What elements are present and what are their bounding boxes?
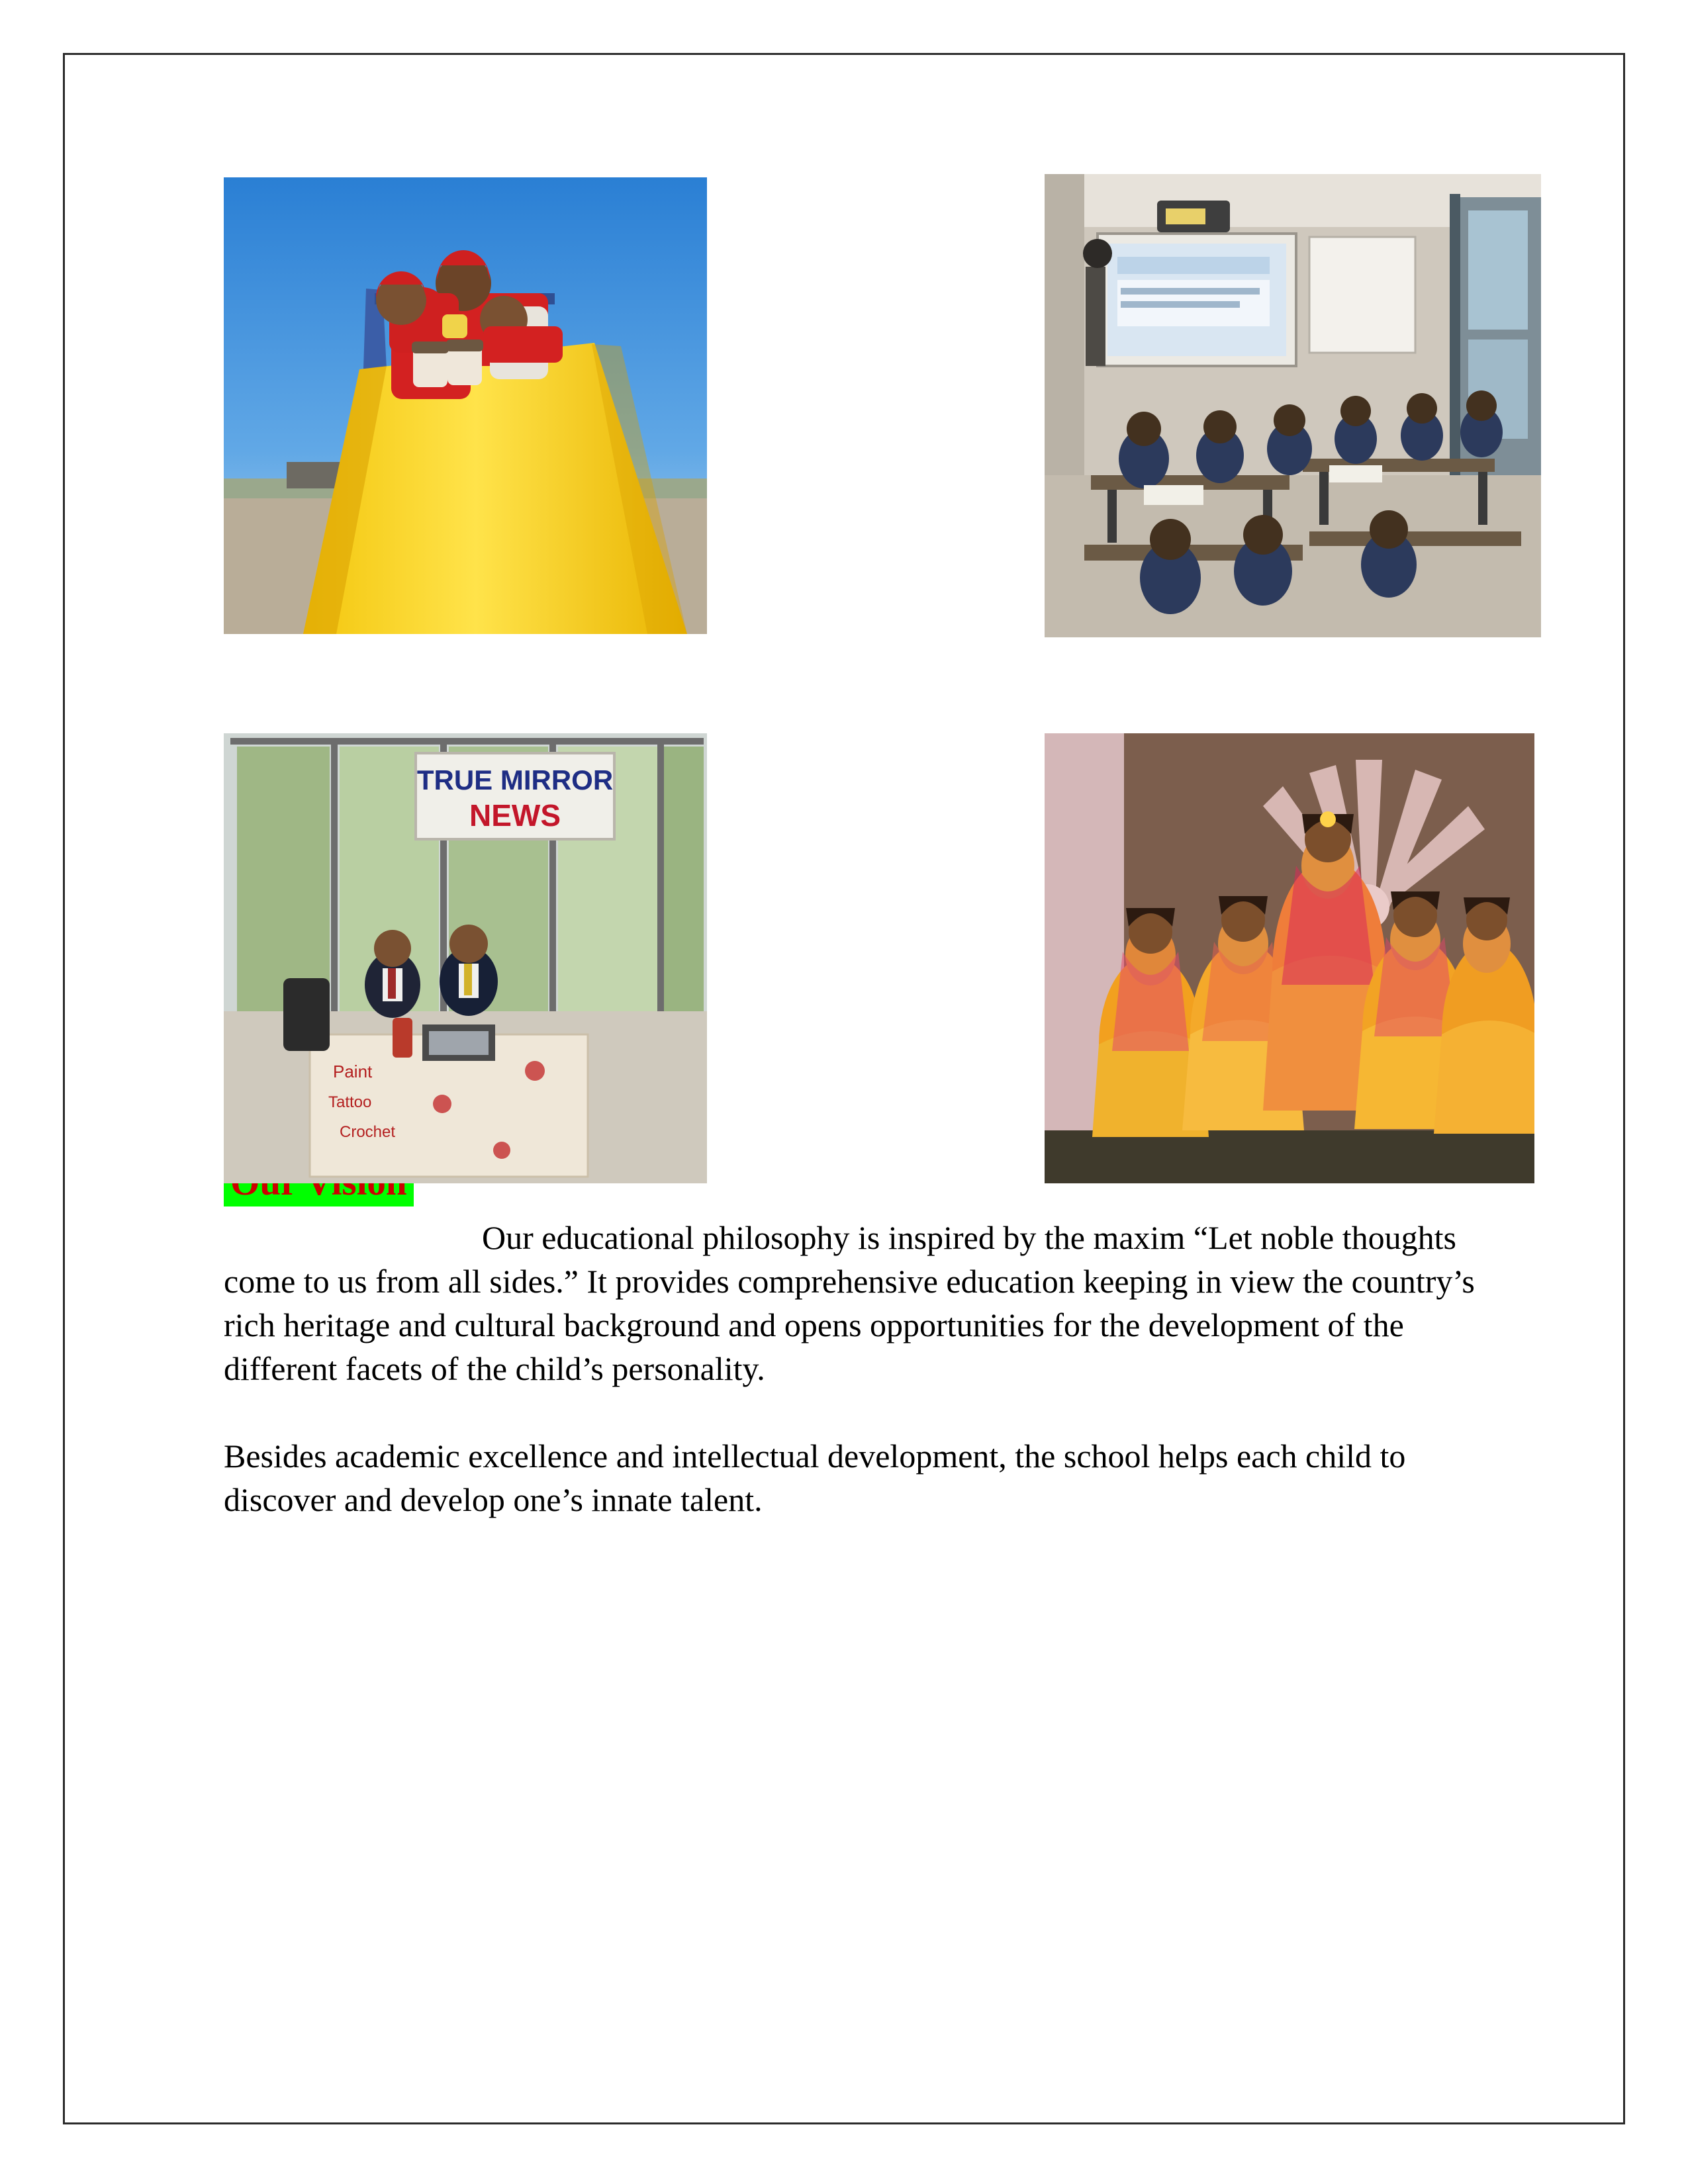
photo-smart-classroom-lecture — [1045, 174, 1541, 637]
news-studio-illustration — [224, 733, 707, 1183]
vision-paragraph-2: Besides academic excellence and intellectual development, the school helps each child to discover and develop one’s innate talent. — [224, 1437, 1406, 1518]
classroom-illustration — [1045, 174, 1541, 637]
document-page — [63, 53, 1625, 2124]
photo-folk-dance-performance — [1045, 733, 1534, 1183]
svg-text:Paint: Paint — [333, 1062, 373, 1081]
vision-paragraph-1: Our educational philosophy is inspired by the maxim “Let noble thoughts come to us from all sides.” It provides comprehensive education keeping in view the country’s rich heritage and cultural background and opens opportunities for the development of the different facets of the child’s personality. — [224, 1218, 1475, 1387]
svg-text:Tattoo: Tattoo — [328, 1093, 372, 1111]
svg-text:Crochet: Crochet — [340, 1123, 396, 1141]
photo-true-mirror-news-studio — [224, 733, 707, 1183]
photo-grid — [151, 121, 1534, 1141]
svg-text:NEWS: NEWS — [469, 798, 561, 833]
children-on-slide-illustration — [224, 177, 707, 634]
svg-text:TRUE MIRROR: TRUE MIRROR — [416, 764, 614, 796]
folk-dance-illustration — [1045, 733, 1534, 1183]
page-content — [151, 121, 1534, 1522]
photo-children-on-yellow-slide — [224, 177, 707, 634]
